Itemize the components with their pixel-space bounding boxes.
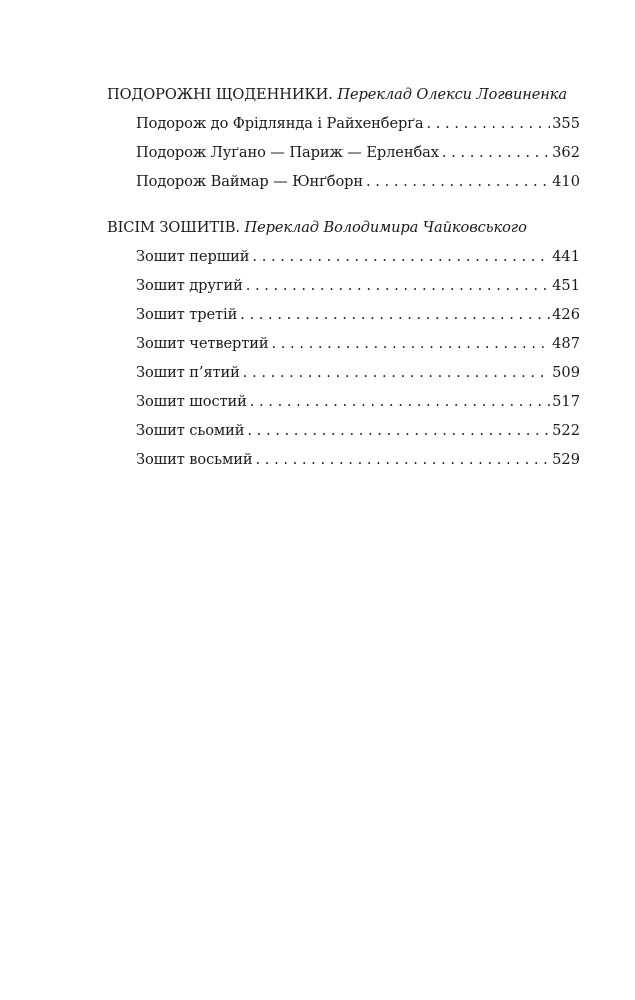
dot-leader xyxy=(366,167,550,196)
dot-leader xyxy=(426,109,550,138)
toc-entry[interactable] xyxy=(136,416,580,445)
table-of-contents xyxy=(107,80,580,491)
entry-title: Зошит шостий xyxy=(136,393,247,410)
toc-section-travel-diaries xyxy=(107,80,580,196)
entry-title: Зошит п’ятий xyxy=(136,364,240,381)
entry-title: Подорож Луґано — Париж — Ерленбах xyxy=(136,144,439,161)
section-heading xyxy=(107,213,580,242)
toc-entry[interactable] xyxy=(136,445,580,474)
toc-entry[interactable] xyxy=(136,387,580,416)
entry-title: Зошит перший xyxy=(136,248,250,265)
toc-entry[interactable] xyxy=(136,271,580,300)
entry-page-number: 441 xyxy=(552,248,580,265)
section-translator: Переклад Володимира Чайковського xyxy=(244,219,527,236)
entry-page-number: 410 xyxy=(552,173,580,190)
dot-leader xyxy=(246,271,550,300)
entry-title: Подорож Ваймар — Юнґборн xyxy=(136,173,363,190)
dot-leader xyxy=(243,358,550,387)
toc-entry[interactable] xyxy=(136,167,580,196)
toc-entry[interactable] xyxy=(136,300,580,329)
toc-entry[interactable] xyxy=(136,242,580,271)
entry-page-number: 509 xyxy=(552,364,580,381)
section-translator: Переклад Олекси Логвиненка xyxy=(337,86,568,103)
entry-title: Зошит четвертий xyxy=(136,335,269,352)
entry-page-number: 355 xyxy=(552,115,580,132)
toc-entry[interactable] xyxy=(136,329,580,358)
entry-page-number: 451 xyxy=(552,277,580,294)
toc-entry[interactable] xyxy=(136,358,580,387)
entry-page-number: 362 xyxy=(552,144,580,161)
dot-leader xyxy=(240,300,550,329)
entry-title: Зошит сьомий xyxy=(136,422,245,439)
toc-entry[interactable] xyxy=(136,138,580,167)
dot-leader xyxy=(271,329,550,358)
dot-leader xyxy=(256,445,551,474)
section-title: ПОДОРОЖНІ ЩОДЕННИКИ. xyxy=(107,86,333,103)
entry-page-number: 426 xyxy=(552,306,580,323)
dot-leader xyxy=(252,242,550,271)
toc-entry[interactable] xyxy=(136,109,580,138)
dot-leader xyxy=(247,416,550,445)
entry-title: Зошит другий xyxy=(136,277,243,294)
entry-title: Подорож до Фрідлянда і Райхенберґа xyxy=(136,115,424,132)
toc-section-eight-notebooks xyxy=(107,213,580,474)
entry-page-number: 487 xyxy=(552,335,580,352)
entry-title: Зошит третій xyxy=(136,306,238,323)
dot-leader xyxy=(250,387,550,416)
entry-page-number: 522 xyxy=(552,422,580,439)
section-title: ВІСІМ ЗОШИТІВ. xyxy=(107,219,240,236)
entry-page-number: 529 xyxy=(552,451,580,468)
entry-page-number: 517 xyxy=(552,393,580,410)
section-heading xyxy=(107,80,580,109)
entry-title: Зошит восьмий xyxy=(136,451,253,468)
dot-leader xyxy=(442,138,550,167)
